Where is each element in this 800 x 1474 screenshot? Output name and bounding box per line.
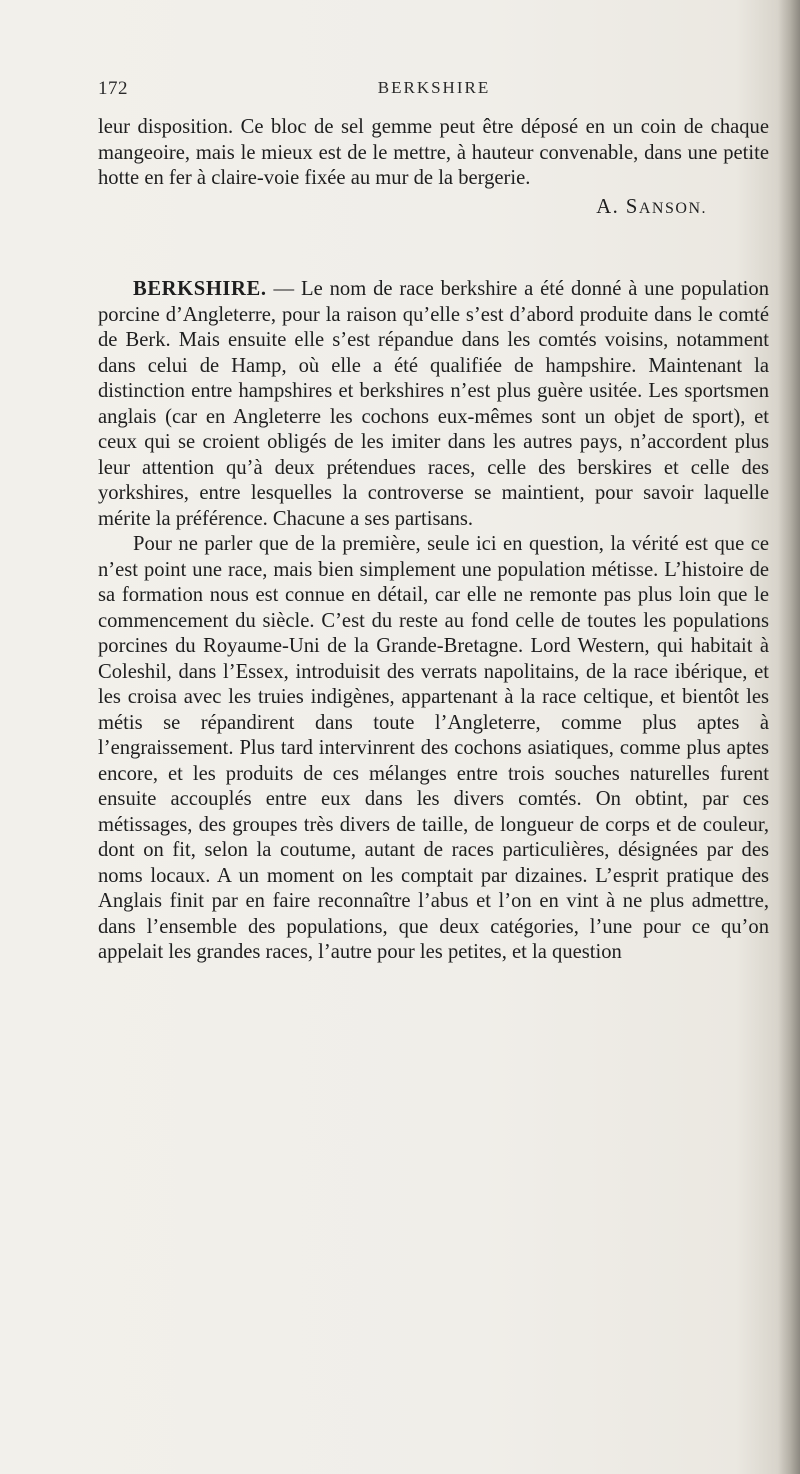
entry-headword: BERKSHIRE. — [133, 278, 267, 300]
entry-paragraph-1 — [98, 277, 769, 532]
signature-initial: A. S — [596, 195, 639, 218]
entry-paragraph-1-text: — Le nom de race berkshire a été donné à une population porcine d’Angleterre, pour la raison qu’elle s’est d’abord produite dans le comté de Berk. Mais ensuite elle s’est répandue dans les comtés voisins, notamment dans celui de Hamp, où elle a été qualifiée de hampshire. Maintenant la distinction entre hampshires et berkshires n’est plus guère usitée. Les sportsmen anglais (car en Angleterre les cochons eux-mêmes sont un objet de sport), et ceux qui se croient obligés de les imiter dans les autres pays, n’accordent plus leur attention qu’à deux prétendues races, celle des berskires et celle des yorkshires, entre lesquelles la controverse se maintient, pour savoir laquelle mérite la préférence. Chacune a ses partisans. — [98, 278, 769, 530]
signature-surname: ANSON. — [638, 199, 707, 217]
intro-paragraph: leur disposition. Ce bloc de sel gemme peut être déposé en un coin de chaque mangeoire, mais le mieux est de le mettre, à hauteur convenable, dans une petite hotte en fer à claire-voie fixée au mur de la bergerie. — [98, 116, 769, 189]
running-head — [98, 78, 770, 106]
page-number: 172 — [98, 78, 128, 99]
body-text — [98, 115, 769, 966]
author-signature — [98, 195, 769, 222]
entry-paragraph-2: Pour ne parler que de la première, seule ici en question, la vérité est que ce n’est point une race, mais bien simplement une population métisse. L’histoire de sa formation nous est connue en détail, car elle ne remonte pas plus loin que le commencement du siècle. C’est du reste au fond celle de toutes les populations porcines du Royaume-Uni de la Grande-Bretagne. Lord Western, qui habitait à Coleshil, dans l’Essex, introduisit des verrats napolitains, de la race ibérique, et les croisa avec les truies indigènes, appartenant à la race celtique, et bientôt les métis se répandirent dans toute l’Angleterre, comme plus aptes à l’engraissement. Plus tard intervinrent des cochons asiatiques, comme plus aptes encore, et les produits de ces mélanges entre trois souches naturelles furent ensuite accouplés entre eux dans les divers comtés. On obtint, par ces métissages, des groupes très divers de taille, de longueur de corps et de couleur, dont on fit, selon la coutume, autant de races particulières, désignées par des noms locaux. A un moment on les comptait par dizaines. L’esprit pratique des Anglais finit par en faire reconnaître l’abus et l’on en vint à ne plus admettre, dans l’ensemble des populations, que deux catégories, l’une pour ce qu’on appelait les grandes races, l’autre pour les petites, et la question — [98, 533, 769, 963]
page-edge-shadow — [778, 0, 800, 1474]
running-head-title: BERKSHIRE — [377, 78, 491, 97]
